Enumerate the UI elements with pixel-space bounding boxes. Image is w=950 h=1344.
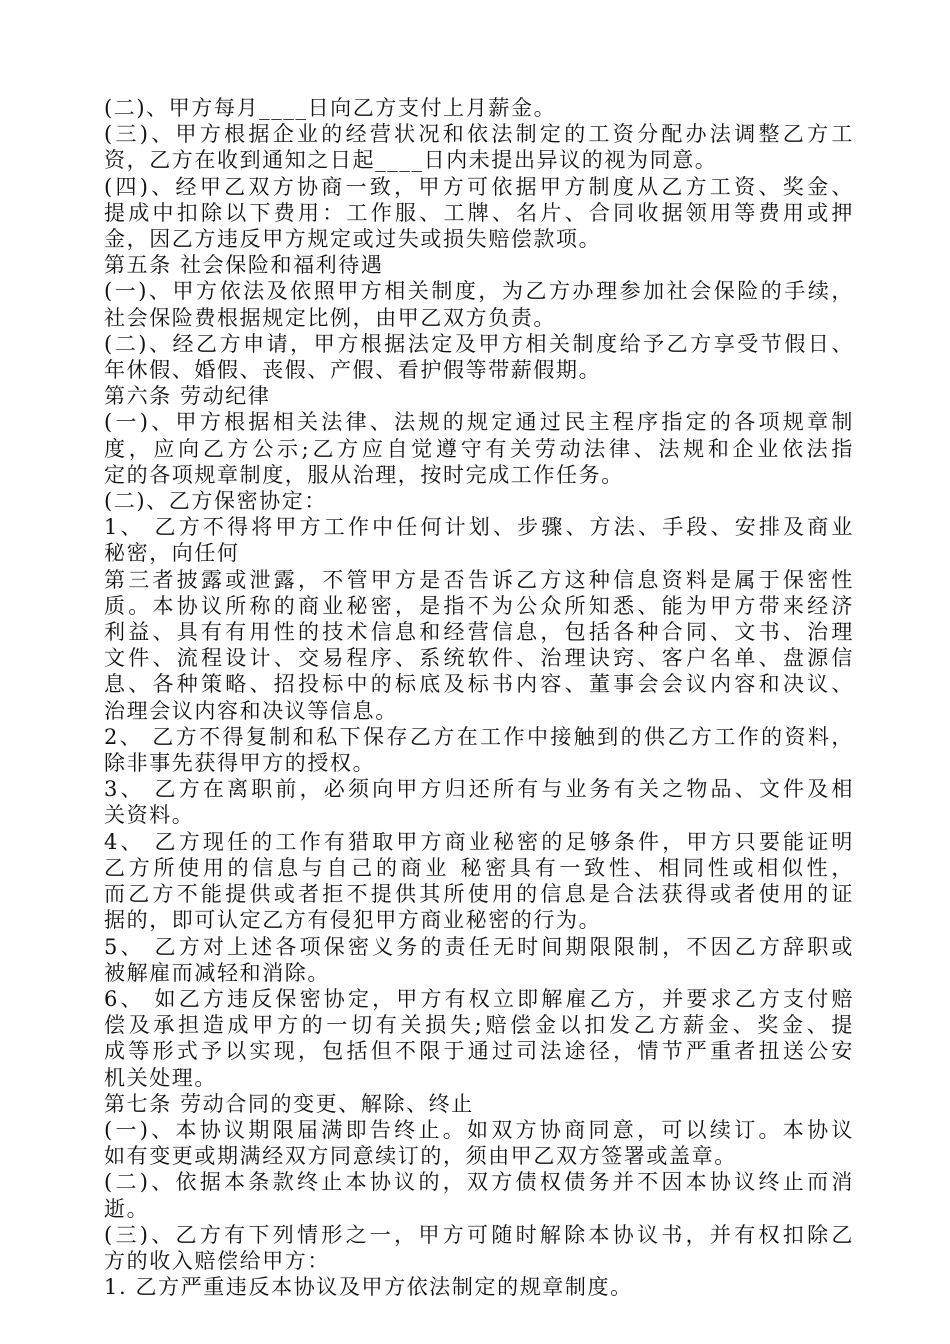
text-line: (四)、经甲乙双方协商一致，甲方可依据甲方制度从乙方工资、奖金、	[104, 174, 854, 199]
text-line: (二)、乙方保密协定：	[104, 489, 327, 514]
text-line: 1. 乙方严重违反本协议及甲方依法制定的规章制度。	[104, 1275, 633, 1300]
text-line: 机关处理。	[104, 1065, 217, 1090]
text-line: 金，因乙方违反甲方规定或过失或损失赔偿款项。	[104, 227, 602, 252]
text-line: 息、各种策略、招投标中的标底及标书内容、董事会会议内容和决议、	[104, 672, 854, 697]
text-line: (二)、依据本条款终止本协议的，双方债权债务并不因本协议终止而消	[104, 1170, 854, 1195]
text-line: 第五条 社会保险和福利待遇	[104, 253, 384, 278]
text-line: 1、 乙方不得将甲方工作中任何计划、步骤、方法、手段、安排及商业	[104, 515, 854, 540]
text-line: 方的收入赔偿给甲方：	[104, 1248, 330, 1273]
text-line: 第三者披露或泄露，不管甲方是否告诉乙方这种信息资料是属于保密性	[104, 567, 854, 592]
text-line: 6、 如乙方违反保密协定，甲方有权立即解雇乙方，并要求乙方支付赔	[104, 986, 854, 1011]
text-line: 2、 乙方不得复制和私下保存乙方在工作中接触到的供乙方工作的资料，	[104, 724, 854, 749]
text-line: 成等形式予以实现，包括但不限于通过司法途径，情节严重者扭送公安	[104, 1039, 854, 1064]
text-line: 逝。	[104, 1196, 150, 1221]
text-line: 偿及承担造成甲方的一切有关损失;赔偿金以扣发乙方薪金、奖金、提	[104, 1013, 854, 1038]
text-line: 5、 乙方对上述各项保密义务的责任无时间期限限制，不因乙方辞职或	[104, 934, 854, 959]
text-line: 文件、流程设计、交易程序、系统软件、治理诀窍、客户名单、盘源信	[104, 646, 854, 671]
text-line: 治理会议内容和决议等信息。	[104, 698, 398, 723]
text-line: 据的，即可认定乙方有侵犯甲方商业秘密的行为。	[104, 908, 602, 933]
text-line: 年休假、婚假、丧假、产假、看护假等带薪假期。	[104, 358, 602, 383]
text-line: 秘密，向任何	[104, 541, 240, 566]
text-line: (二)、甲方每月____日向乙方支付上月薪金。	[104, 96, 557, 120]
text-line: (一)、甲方依法及依照甲方相关制度，为乙方办理参加社会保险的手续，	[104, 279, 854, 304]
text-line: 资，乙方在收到通知之日起____日内未提出异议的视为同意。	[104, 148, 718, 173]
text-line: 社会保险费根据规定比例，由甲乙双方负责。	[104, 305, 556, 330]
text-line: 提成中扣除以下费用：工作服、工牌、名片、合同收据领用等费用或押	[104, 200, 854, 225]
text-line: 而乙方不能提供或者拒不提供其所使用的信息是合法获得或者使用的证	[104, 882, 854, 907]
text-line: 被解雇而减轻和消除。	[104, 960, 330, 985]
text-line: 利益、具有有用性的技术信息和经营信息，包括各种合同、文书、治理	[104, 620, 854, 645]
text-line: 如有变更或期满经双方同意续订的，须由甲乙双方签署或盖章。	[104, 1144, 737, 1169]
text-line: 关资料。	[104, 803, 195, 828]
text-line: (三)、乙方有下列情形之一，甲方可随时解除本协议书，并有权扣除乙	[104, 1222, 854, 1247]
text-line: 度，应向乙方公示;乙方应自觉遵守有关劳动法律、法规和企业依法指	[104, 436, 854, 461]
text-line: (三)、甲方根据企业的经营状况和依法制定的工资分配办法调整乙方工	[104, 122, 854, 147]
text-line: 第七条 劳动合同的变更、解除、终止	[104, 1091, 474, 1116]
document-body	[104, 95, 854, 1300]
text-line: (一)、甲方根据相关法律、法规的规定通过民主程序指定的各项规章制	[104, 410, 854, 435]
text-line: (一)、本协议期限届满即告终止。如双方协商同意，可以续订。本协议	[104, 1117, 854, 1142]
text-line: 4、 乙方现任的工作有猎取甲方商业秘密的足够条件，甲方只要能证明	[104, 829, 854, 854]
text-line: 乙方所使用的信息与自己的商业 秘密具有一致性、相同性或相似性，	[104, 855, 854, 880]
text-line: (二)、经乙方申请，甲方根据法定及甲方相关制度给予乙方享受节假日、	[104, 331, 854, 356]
text-line: 第六条 劳动纪律	[104, 384, 271, 409]
text-line: 3、 乙方在离职前，必须向甲方归还所有与业务有关之物品、文件及相	[104, 777, 854, 802]
text-line: 质。本协议所称的商业秘密，是指不为公众所知悉、能为甲方带来经济	[104, 593, 854, 618]
text-line: 定的各项规章制度，服从治理，按时完成工作任务。	[104, 462, 624, 487]
text-line: 除非事先获得甲方的授权。	[104, 751, 376, 776]
